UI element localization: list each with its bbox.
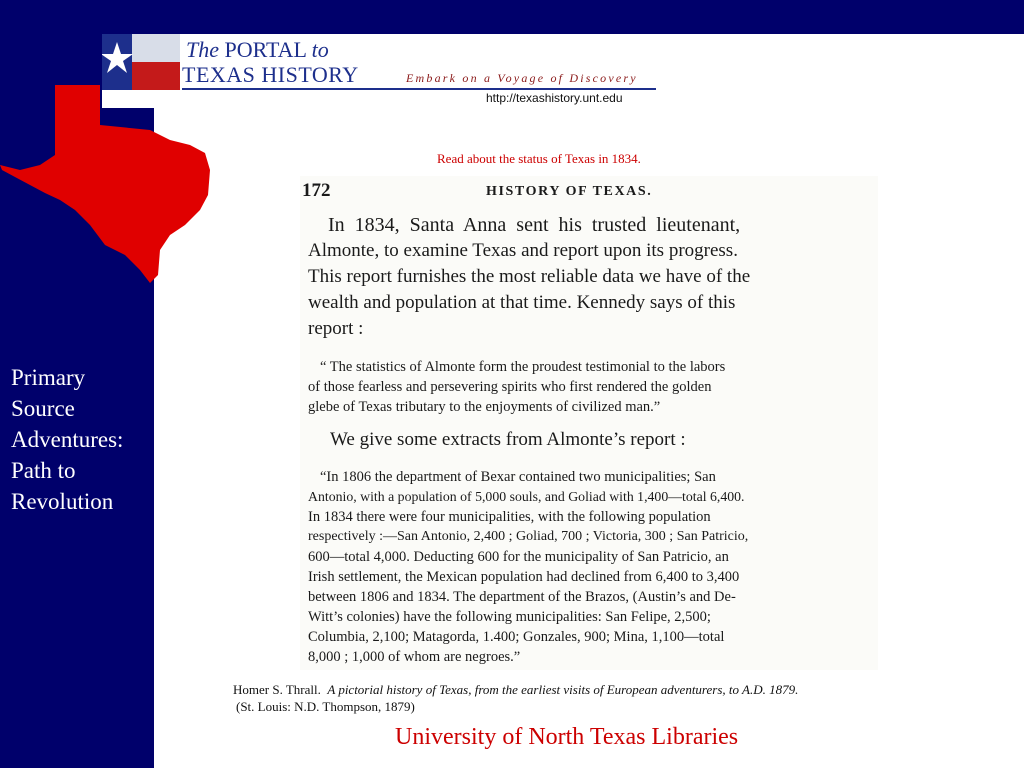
scan-line: In 1834 there were four municipalities, with the following population: [308, 509, 711, 525]
scan-line: 600—total 4,000. Deducting 600 for the municipality of San Patricio, an: [308, 549, 729, 565]
scan-line: report :: [308, 318, 364, 339]
top-navy-band: [0, 0, 1024, 34]
scan-line: Antonio, with a population of 5,000 souls, and Goliad with 1,400—total 6,400.: [308, 489, 745, 504]
page-number: 172: [302, 180, 331, 201]
citation-author: Homer S. Thrall.: [233, 682, 321, 697]
scan-line: “ The statistics of Almonte form the proudest testimonial to the labors: [320, 359, 726, 375]
citation-line-1: [233, 681, 798, 698]
citation-title: A pictorial history of Texas, from the earliest visits of European adventurers, to A.D. 1879.: [327, 682, 799, 697]
scan-line: wealth and population at that time. Kennedy says of this: [308, 292, 736, 313]
logo-tagline: Embark on a Voyage of Discovery: [406, 71, 638, 85]
scan-line: Columbia, 2,100; Matagorda, 1.400; Gonzales, 900; Mina, 1,100—total: [308, 629, 725, 645]
logo-title-line1: The PORTAL to: [186, 37, 329, 62]
running-head: HISTORY OF TEXAS.: [486, 184, 653, 199]
logo-url-link[interactable]: http://texashistory.unt.edu: [486, 91, 623, 105]
scan-line: glebe of Texas tributary to the enjoyments of civilized man.”: [308, 399, 661, 415]
sidebar-title: [11, 362, 151, 517]
footer-institution: University of North Texas Libraries: [395, 724, 739, 750]
scan-line: of those fearless and persevering spirits who first rendered the golden: [308, 379, 712, 395]
sidebar-title-line: Revolution: [11, 489, 114, 514]
scan-line: Almonte, to examine Texas and report upon its progress.: [308, 240, 738, 261]
logo-divider: [182, 88, 656, 90]
scan-line: Irish settlement, the Mexican population had declined from 6,400 to 3,400: [308, 569, 740, 585]
scan-line: respectively :—San Antonio, 2,400 ; Goliad, 700 ; Victoria, 300 ; San Patricio,: [308, 529, 749, 544]
scan-line: In 1834, Santa Anna sent his trusted lieutenant,: [328, 214, 741, 236]
texas-flag-star-icon: [102, 34, 180, 90]
sidebar-title-line: Source: [11, 396, 75, 421]
caption: Read about the status of Texas in 1834.: [437, 151, 641, 166]
scan-line: Witt’s colonies) have the following municipalities: San Felipe, 2,500;: [308, 609, 711, 625]
scan-line: We give some extracts from Almonte’s report :: [330, 429, 686, 450]
scan-line: “In 1806 the department of Bexar contained two municipalities; San: [320, 469, 716, 485]
sidebar-title-line: Path to: [11, 458, 76, 483]
citation-publisher: (St. Louis: N.D. Thompson, 1879): [236, 699, 415, 714]
texas-map-icon: [0, 85, 215, 285]
sidebar-title-line: Adventures:: [11, 427, 124, 452]
logo-title-line2: TEXAS HISTORY: [182, 62, 359, 87]
scanned-book-page: [300, 176, 878, 670]
citation: [233, 681, 798, 715]
scan-line: 8,000 ; 1,000 of whom are negroes.”: [308, 649, 521, 665]
scan-line: This report furnishes the most reliable data we have of the: [308, 266, 751, 287]
scan-line: between 1806 and 1834. The department of the Brazos, (Austin’s and De-: [308, 589, 736, 605]
sidebar-title-line: Primary: [11, 365, 86, 390]
portal-logo[interactable]: [102, 34, 658, 108]
